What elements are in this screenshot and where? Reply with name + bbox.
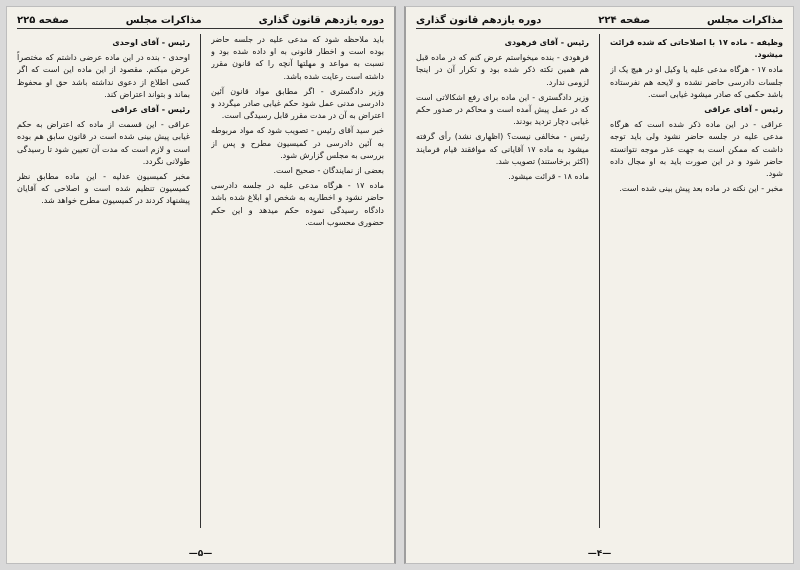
- paragraph: ماده ۱۸ - قرائت میشود.: [508, 172, 589, 182]
- right-page-footer: —۴—: [587, 549, 612, 559]
- left-page-column-right: [211, 34, 384, 528]
- right-page-session: دوره يازدهم قانون گذاری: [416, 15, 542, 26]
- paragraph: اوحدی - بنده در این ماده عرضی داشتم که مختصراً عرض میکنم. مقصود از این ماده این است که اگر کسی اطلاع از دعوی نداشته باشد حق او محفوظ بماند و بتواند اعتراض کند.: [17, 53, 190, 99]
- column-divider: [200, 34, 201, 528]
- paragraph: رئیس - مخالفی نیست؟ (اظهاری نشد) رأی گرفته میشود به ماده ۱۷ آقایانی که موافقند قیام فرمایند (اکثر برخاستند) تصویب شد.: [416, 132, 589, 166]
- paragraph: رئیس - آقای فرهودی: [504, 38, 589, 47]
- paragraph: مخبر - این نکته در ماده بعد پیش بینی شده است.: [619, 184, 783, 194]
- paragraph: باید ملاحظه شود که مدعی علیه در جلسه حاضر بوده است و اخطار قانونی به او داده شده بود و نسبت به مواعد و مهلتها آنچه را که قانون مقرر داشته است رعایت شده باشد.: [211, 35, 384, 81]
- left-page-header: [17, 15, 384, 29]
- paragraph: ماده ۱۷ - هرگاه مدعی علیه یا وکیل او در هیچ یک از جلسات دادرسی حاضر نشده و لایحه هم نفرستاده باشد حکمی که صادر میشود غیابی است.: [610, 65, 783, 99]
- left-page-columns: [17, 34, 384, 528]
- paragraph: وزیر دادگستری - این ماده برای رفع اشکالاتی است که در عمل پیش آمده است و محاکم در صدور حکم غیابی دچار تردید بودند.: [416, 92, 589, 127]
- paragraph: ماده ۱۷ - هرگاه مدعی علیه در جلسه دادرسی حاضر نشود و اخطاریه به شخص او ابلاغ شده باشد دادگاه رسیدگی نموده حکم میدهد و این حکم حضوری محسوب است.: [211, 181, 384, 227]
- right-page: [404, 6, 794, 564]
- paragraph: بعضی از نمایندگان - صحیح است.: [273, 166, 384, 176]
- paragraph: رئیس - آقای عراقی: [704, 105, 783, 115]
- right-page-column-right: [610, 34, 783, 528]
- left-page-title: مذاکرات مجلس: [125, 15, 202, 26]
- right-page-column-left: [416, 34, 589, 528]
- paragraph: رئیس - آقای اوحدی: [112, 38, 190, 47]
- paragraph: مخبر کمیسیون عدلیه - این ماده مطابق نظر کمیسیون تنظیم شده است و اصلاحی که آقایان پیشنهاد کردند در کمیسیون مطرح خواهد شد.: [17, 172, 190, 206]
- right-page-number: صفحه ۲۲۴: [598, 15, 651, 26]
- column-divider: [599, 34, 600, 528]
- paragraph: وظیفه - ماده ۱۷ با اصلاحاتی که شده قرائت میشود.: [610, 38, 783, 60]
- left-page-footer: —۵—: [188, 549, 213, 559]
- left-page-column-left: [17, 34, 190, 528]
- paragraph: خبر سید آقای رئیس - تصویب شود که مواد مربوطه به آئین دادرسی در کمیسیون مطرح و پس از بررسی به مجلس گزارش شود.: [211, 126, 384, 160]
- paragraph: عراقی - این قسمت از ماده که اعتراض به حکم غیابی پیش بینی شده است در قانون سابق هم بوده است و لازم است که مدت آن تعیین شود تا رسیدگی طولانی نگردد.: [17, 120, 190, 166]
- paragraph: رئیس - آقای عراقی: [111, 105, 190, 115]
- right-page-title: مذاکرات مجلس: [706, 15, 783, 26]
- paragraph: وزیر دادگستری - اگر مطابق مواد قانون آئین دادرسی مدنی عمل شود حکم غیابی صادر میگردد و اعتراض به آن در مدت مقرر قابل رسیدگی است.: [211, 86, 384, 121]
- paragraph: عراقی - در این ماده ذکر شده است که هرگاه مدعی علیه در جلسه حاضر نشود ولی باید توجه داشت که ممکن است به جهت عذر موجه نتوانسته حاضر شود و در این صورت باید به او مجال داده شود.: [610, 120, 783, 179]
- paragraph: فرهودی - بنده میخواستم عرض کنم که در ماده قبل هم همین نکته ذکر شده بود و تکرار آن در اینجا لزومی ندارد.: [416, 53, 589, 87]
- right-page-columns: [416, 34, 783, 528]
- left-page-session: دوره يازدهم قانون گذاری: [258, 15, 384, 26]
- left-page-number: صفحه ۲۲۵: [17, 15, 69, 26]
- right-page-header: [416, 15, 783, 29]
- left-page: [6, 6, 396, 564]
